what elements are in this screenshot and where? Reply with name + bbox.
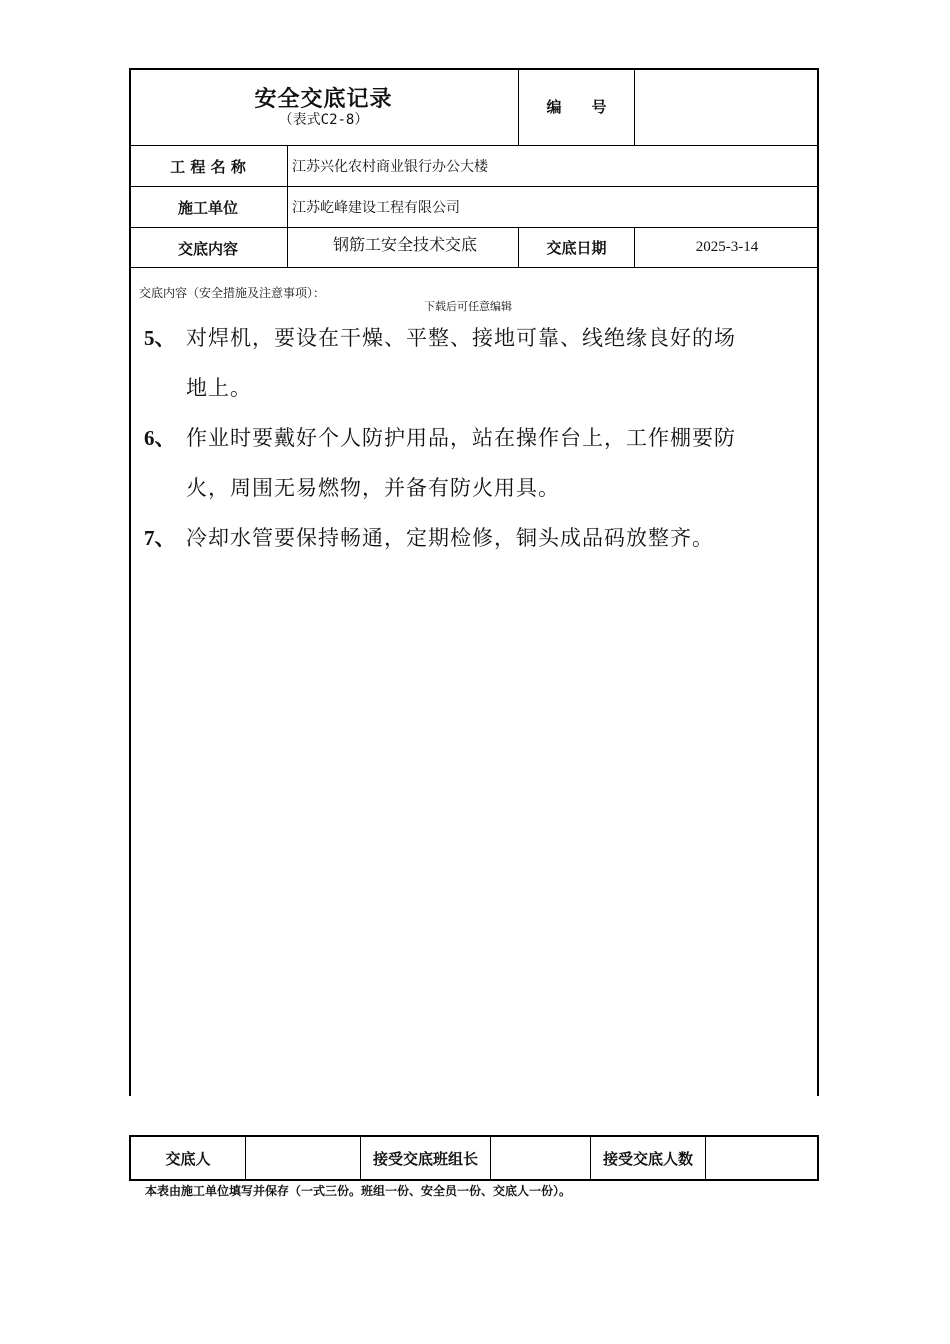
date-value-cell[interactable]	[635, 228, 819, 268]
list-item-7	[144, 513, 809, 563]
number-label: 编 号	[546, 98, 607, 116]
list-item-5	[144, 313, 809, 413]
item-text-line: 对焊机，要设在干燥、平整、接地可靠、线绝缘良好的场	[186, 326, 736, 350]
project-name-value-cell[interactable]	[288, 146, 819, 187]
project-name-label-cell	[129, 146, 288, 187]
date-label: 交底日期	[546, 239, 607, 257]
title-cell	[129, 68, 519, 146]
leader-label: 接受交底班组长	[372, 1149, 478, 1168]
construction-unit-value: 江苏屹峰建设工程有限公司	[292, 200, 460, 216]
signature-row	[129, 1135, 819, 1181]
item-number: 5、	[144, 326, 176, 350]
construction-unit-label-cell	[129, 187, 288, 228]
giver-value-cell[interactable]	[246, 1137, 361, 1179]
construction-unit-value-cell[interactable]	[288, 187, 819, 228]
number-label-cell	[519, 68, 635, 146]
edit-watermark: 下载后可任意编辑	[424, 300, 512, 313]
date-value: 2025-3-14	[695, 239, 759, 255]
item-text-line: 火，周围无易燃物，并备有防火用具。	[186, 476, 560, 500]
content-value-cell[interactable]	[288, 228, 519, 268]
item-number: 6、	[144, 426, 176, 450]
item-text-line: 作业时要戴好个人防护用品，站在操作台上，工作棚要防	[186, 426, 736, 450]
document-title: 安全交底记录	[254, 85, 393, 112]
item-text-line: 地上。	[186, 376, 252, 400]
giver-label-cell	[131, 1137, 246, 1179]
project-name-label: 工 程 名 称	[170, 157, 246, 176]
leader-value-cell[interactable]	[491, 1137, 591, 1179]
content-value: 钢筋工安全技术交底	[332, 235, 477, 254]
footer-note: 本表由施工单位填写并保存（一式三份。班组一份、安全员一份、交底人一份）。	[145, 1184, 572, 1198]
project-name-value: 江苏兴化农村商业银行办公大楼	[292, 159, 488, 175]
content-label-cell	[129, 228, 288, 268]
count-value-cell[interactable]	[706, 1137, 817, 1179]
number-value-cell[interactable]	[635, 68, 819, 146]
item-text-line: 冷却水管要保持畅通，定期检修，铜头成品码放整齐。	[186, 526, 714, 550]
count-label: 接受交底人数	[602, 1149, 693, 1168]
content-label: 交底内容	[177, 240, 238, 258]
giver-label: 交底人	[165, 1149, 211, 1168]
leader-label-cell	[361, 1137, 491, 1179]
safety-briefing-form	[129, 68, 819, 1096]
list-item-6	[144, 413, 809, 513]
count-label-cell	[591, 1137, 706, 1179]
document-subtitle: （表式C2-8）	[278, 111, 369, 128]
content-heading: 交底内容（安全措施及注意事项）：	[139, 286, 326, 300]
construction-unit-label: 施工单位	[177, 198, 238, 217]
item-number: 7、	[144, 526, 176, 550]
date-label-cell	[519, 228, 635, 268]
